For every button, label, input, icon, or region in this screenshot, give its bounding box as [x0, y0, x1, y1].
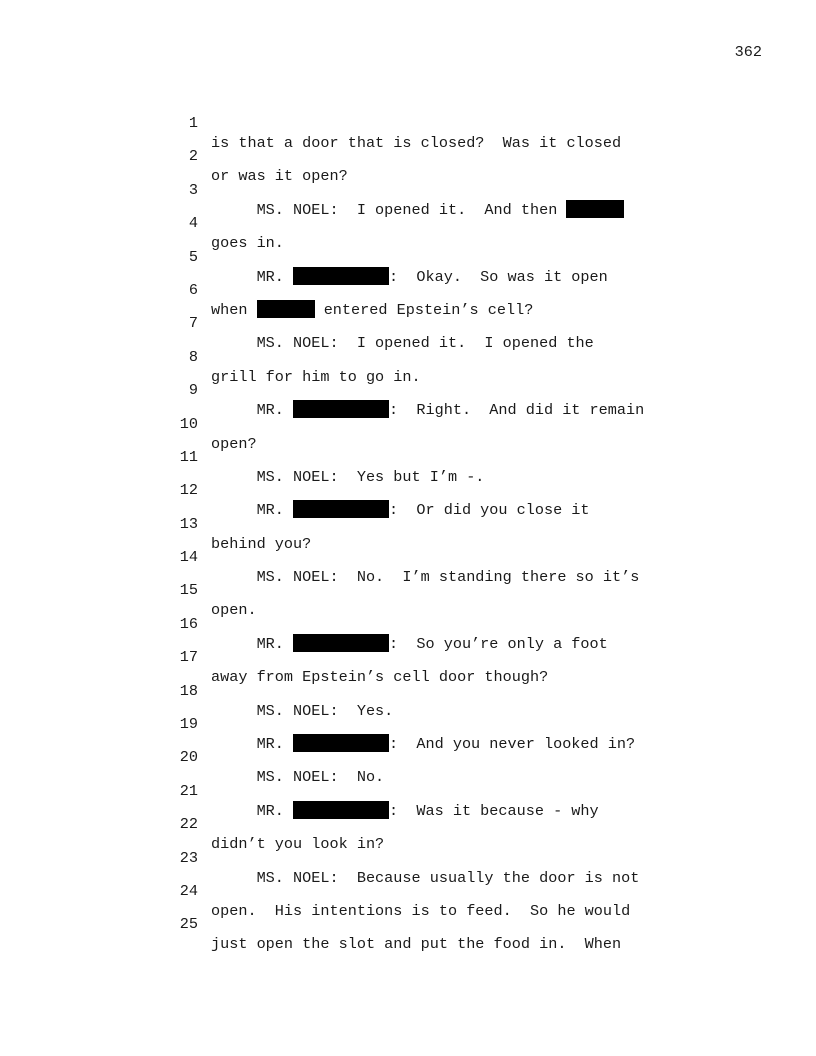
line-number: 6 [188, 280, 198, 299]
transcript-line [0, 894, 816, 954]
line-number: 4 [188, 214, 198, 233]
line-text: MS. NOEL: Yes. [211, 701, 394, 720]
page-number: 362 [734, 43, 762, 61]
line-text-post: : Okay. So was it open [389, 267, 608, 286]
line-number: 9 [188, 381, 198, 400]
line-text-pre: MR. [211, 401, 294, 420]
transcript-line [0, 160, 816, 219]
line-text-post: : Or did you close it [389, 501, 590, 520]
line-text: away from Epstein’s cell door though? [211, 668, 549, 687]
line-text: open. [211, 601, 257, 620]
transcript-line [0, 193, 816, 253]
line-text: grill for him to go in. [211, 367, 421, 386]
line-number: 15 [179, 581, 198, 600]
line-text-pre: MR. [211, 735, 294, 754]
transcript-line [0, 494, 816, 553]
line-number: 8 [188, 347, 198, 366]
line-number: 14 [179, 548, 198, 567]
line-number: 11 [179, 447, 198, 466]
line-text-pre: MS. NOEL: I opened it. And then [211, 200, 567, 219]
transcript-line [0, 794, 816, 854]
line-text: open. His intentions is to feed. So he would [211, 901, 631, 920]
line-text: open? [211, 434, 257, 453]
line-number: 22 [179, 815, 198, 834]
line-text-pre: MR. [211, 501, 294, 520]
transcript-line [0, 293, 816, 353]
line-number: 5 [188, 247, 198, 266]
line-text: MS. NOEL: I opened it. I opened the [211, 334, 594, 353]
transcript-line [0, 460, 816, 520]
line-number: 19 [179, 715, 198, 734]
line-text: MS. NOEL: No. I’m standing there so it’s [211, 568, 640, 587]
transcript-line [0, 694, 816, 754]
line-number: 23 [179, 848, 198, 867]
line-text: is that a door that is closed? Was it closed [211, 134, 622, 152]
transcript-line [0, 427, 816, 486]
line-text-post: : Right. And did it remain [389, 401, 645, 420]
line-number: 1 [188, 114, 198, 132]
transcript-line [0, 126, 816, 186]
line-text: didn’t you look in? [211, 835, 385, 854]
line-number: 3 [188, 180, 198, 199]
line-text: MS. NOEL: No. [211, 768, 385, 787]
transcript-line [0, 594, 816, 653]
line-text: goes in. [211, 234, 284, 253]
line-number: 2 [188, 147, 198, 166]
line-text-post: : Was it because - why [389, 801, 599, 820]
transcript-line [0, 394, 816, 453]
line-number: 12 [179, 481, 198, 500]
transcript-line [0, 727, 816, 787]
line-number: 20 [179, 748, 198, 767]
line-text-pre: when [211, 300, 257, 319]
transcript-line [0, 560, 816, 620]
line-text: MS. NOEL: Yes but I’m -. [211, 467, 485, 486]
transcript-line [0, 761, 816, 820]
line-text-post: entered Epstein’s cell? [314, 300, 534, 319]
line-number: 18 [179, 681, 198, 700]
line-number: 16 [179, 614, 198, 633]
line-number: 17 [179, 648, 198, 667]
line-text-pre: MR. [211, 634, 294, 653]
transcript-line [0, 227, 816, 286]
transcript-line [0, 527, 816, 587]
transcript-line [0, 828, 816, 887]
line-text: or was it open? [211, 167, 348, 186]
line-text-post: : So you’re only a foot [389, 634, 608, 653]
line-text-post: : And you never looked in? [389, 735, 636, 754]
line-number: 21 [179, 781, 198, 800]
line-number: 10 [179, 414, 198, 433]
transcript-line [0, 661, 816, 720]
line-number: 7 [188, 314, 198, 333]
transcript-line [0, 360, 816, 420]
line-text: behind you? [211, 534, 312, 553]
line-text: MS. NOEL: Because usually the door is not [211, 868, 640, 887]
line-number: 24 [179, 881, 198, 900]
line-text: just open the slot and put the food in. When [211, 935, 622, 954]
line-text-pre: MR. [211, 267, 294, 286]
line-number: 25 [179, 915, 198, 934]
line-number: 13 [179, 514, 198, 533]
transcript-line [0, 327, 816, 386]
line-text-pre: MR. [211, 801, 294, 820]
transcript-line [0, 627, 816, 687]
transcript-line [0, 861, 816, 920]
transcript-body [0, 93, 816, 954]
transcript-line [0, 260, 816, 319]
transcript-line [0, 93, 816, 152]
